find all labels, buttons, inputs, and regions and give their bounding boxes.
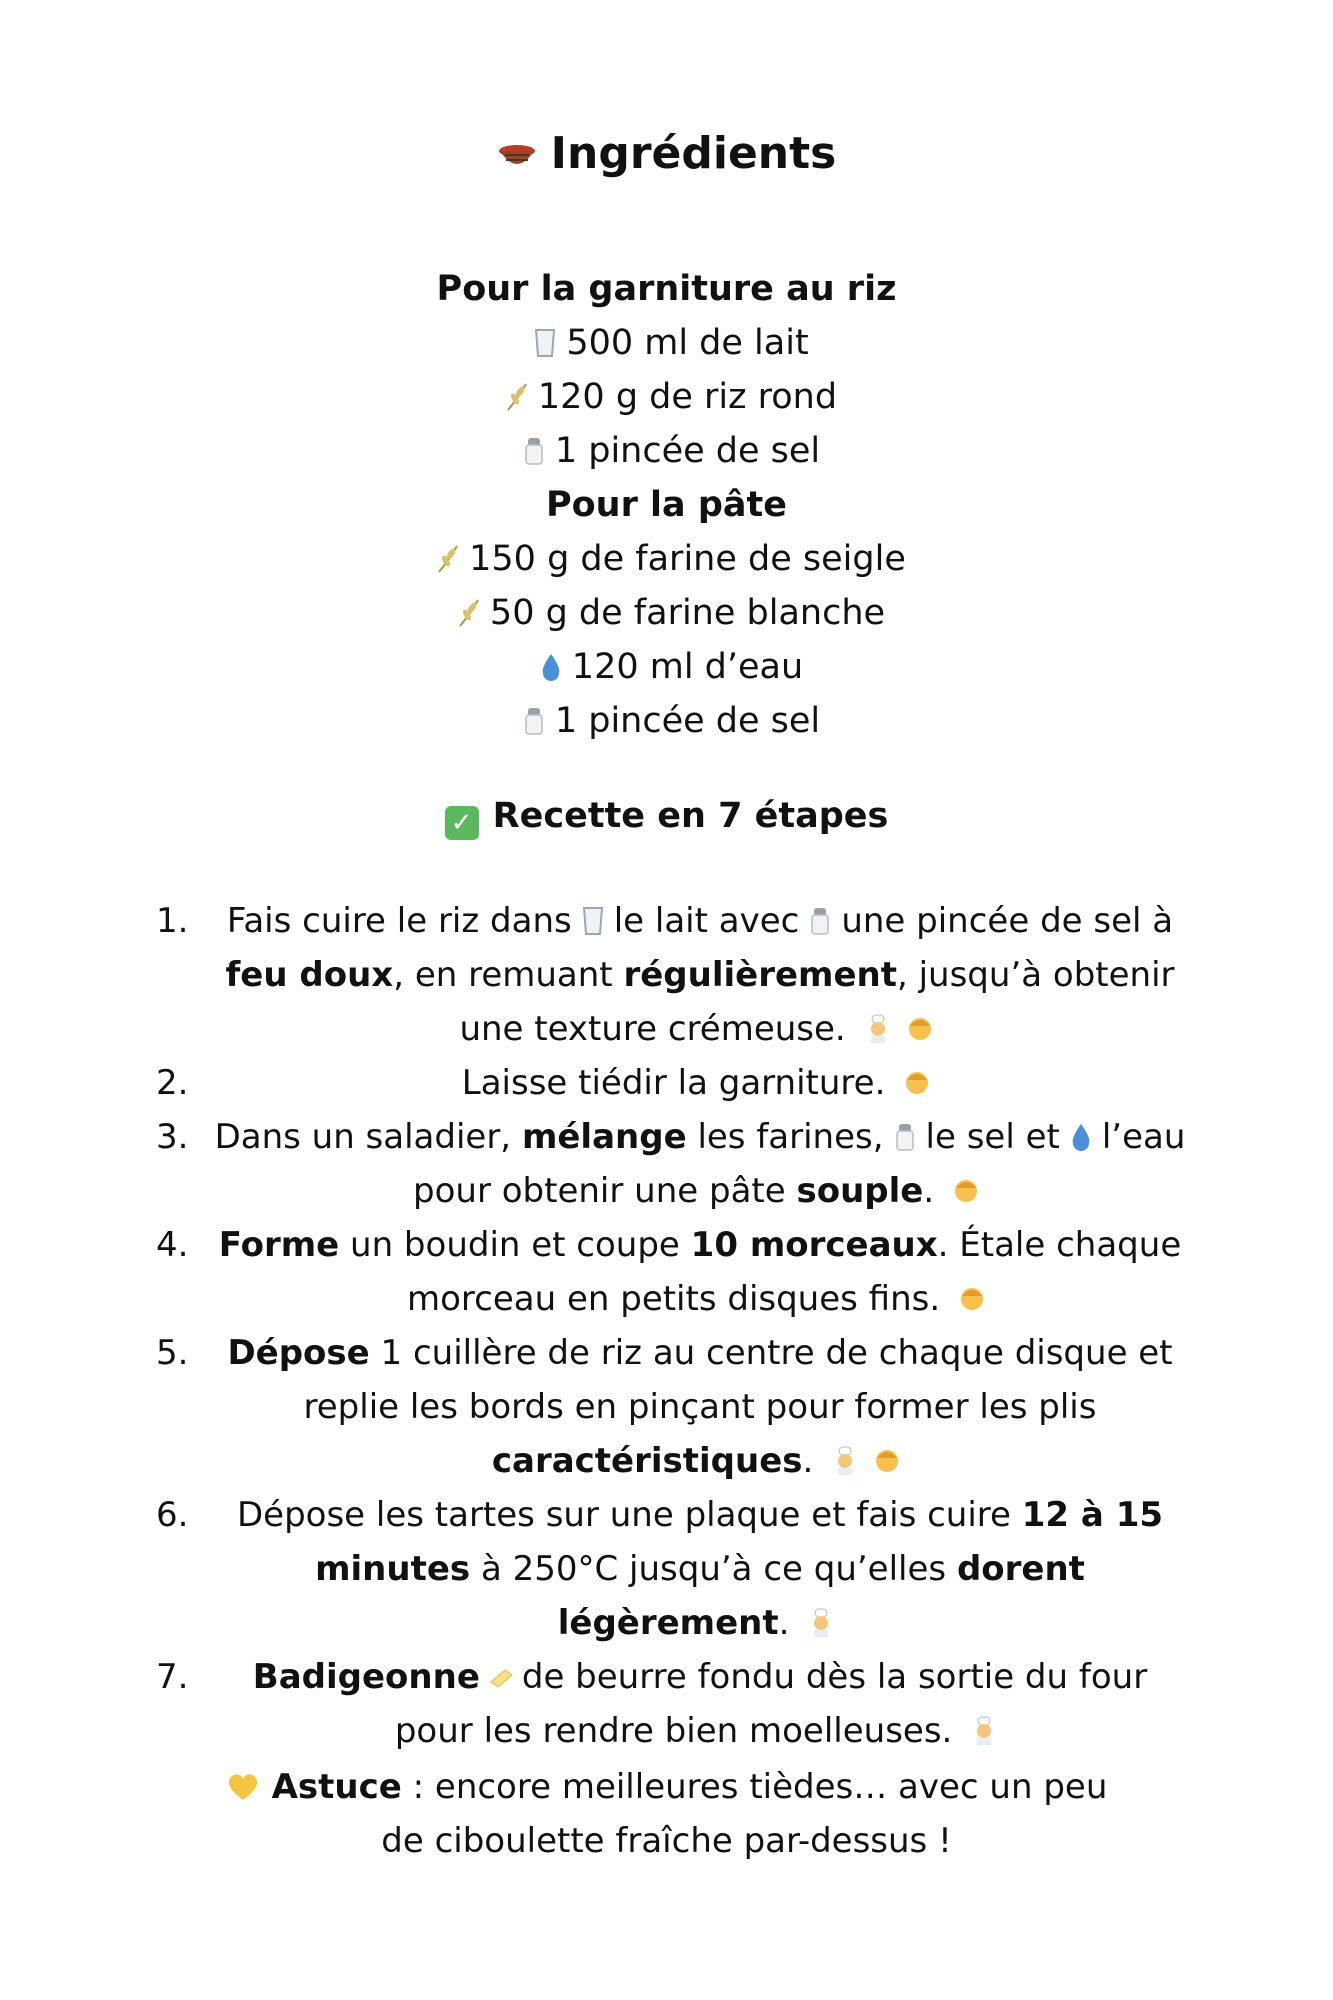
ingredient-item: 1 pincée de sel <box>0 424 1333 478</box>
steps-list <box>150 894 1190 1758</box>
salt-icon <box>521 436 547 466</box>
grain-icon <box>456 598 482 628</box>
cook-icon <box>832 1446 858 1476</box>
step-item: 3. Dans un saladier, mélange les farines, le sel et l’eau pour obtenir une pâte souple. <box>156 1117 1186 1211</box>
rice-heading: Pour la garniture au riz <box>436 269 897 309</box>
droplet-icon <box>1068 1122 1094 1152</box>
step-item: 7. Badigeonne de beurre fondu dès la sortie du four pour les rendre bien moelleuses. <box>156 1657 1148 1751</box>
person-icon <box>904 1068 930 1098</box>
cook-icon <box>971 1716 997 1746</box>
step-item: 1. Fais cuire le riz dans le lait avec une pincée de sel à feu doux, en remuant régulièrement, jusqu’à obtenir une texture crémeuse. <box>156 901 1175 1049</box>
steps-title: ✓ Recette en 7 étapes <box>0 796 1333 840</box>
step-item: 2. Laisse tiédir la garniture. <box>150 1056 1190 1110</box>
ingredient-item: 120 ml d’eau <box>0 640 1333 694</box>
ingredients-list <box>0 262 1333 748</box>
salt-icon <box>892 1122 918 1152</box>
heart-icon <box>226 1772 260 1802</box>
ingredient-item: 120 g de riz rond <box>0 370 1333 424</box>
ingredient-item: 1 pincée de sel <box>0 694 1333 748</box>
droplet-icon <box>538 652 564 682</box>
cook-icon <box>865 1014 891 1044</box>
step-item: 4. Forme un boudin et coupe 10 morceaux. Étale chaque morceau en petits disques fins. <box>156 1225 1182 1319</box>
tip-section: Astuce : encore meilleures tièdes… avec un peu de ciboulette fraîche par-dessus ! <box>200 1760 1133 1868</box>
person-icon <box>953 1176 979 1206</box>
step-item: 5. Dépose 1 cuillère de riz au centre de chaque disque et replie les bords en pinçant pour former les plis caractéristiques. <box>156 1333 1173 1481</box>
page-title: Ingrédients <box>0 128 1333 179</box>
person-icon <box>959 1284 985 1314</box>
dough-heading: Pour la pâte <box>545 485 787 525</box>
grain-icon <box>504 382 530 412</box>
person-icon <box>907 1014 933 1044</box>
glass-icon <box>580 906 606 936</box>
ingredient-item: 50 g de farine blanche <box>0 586 1333 640</box>
cook-icon <box>808 1608 834 1638</box>
ingredient-item: 150 g de farine de seigle <box>0 532 1333 586</box>
step-item: 6. Dépose les tartes sur une plaque et fais cuire 12 à 15 minutes à 250°C jusqu’à ce qu’elles dorent légèrement. <box>156 1495 1164 1643</box>
salt-icon <box>521 706 547 736</box>
glass-icon <box>532 328 558 358</box>
butter-icon <box>488 1662 514 1692</box>
checkmark-icon: ✓ <box>445 806 479 840</box>
salt-icon <box>807 906 833 936</box>
basket-icon <box>497 141 537 171</box>
grain-icon <box>435 544 461 574</box>
person-icon <box>874 1446 900 1476</box>
ingredient-item: 500 ml de lait <box>0 316 1333 370</box>
